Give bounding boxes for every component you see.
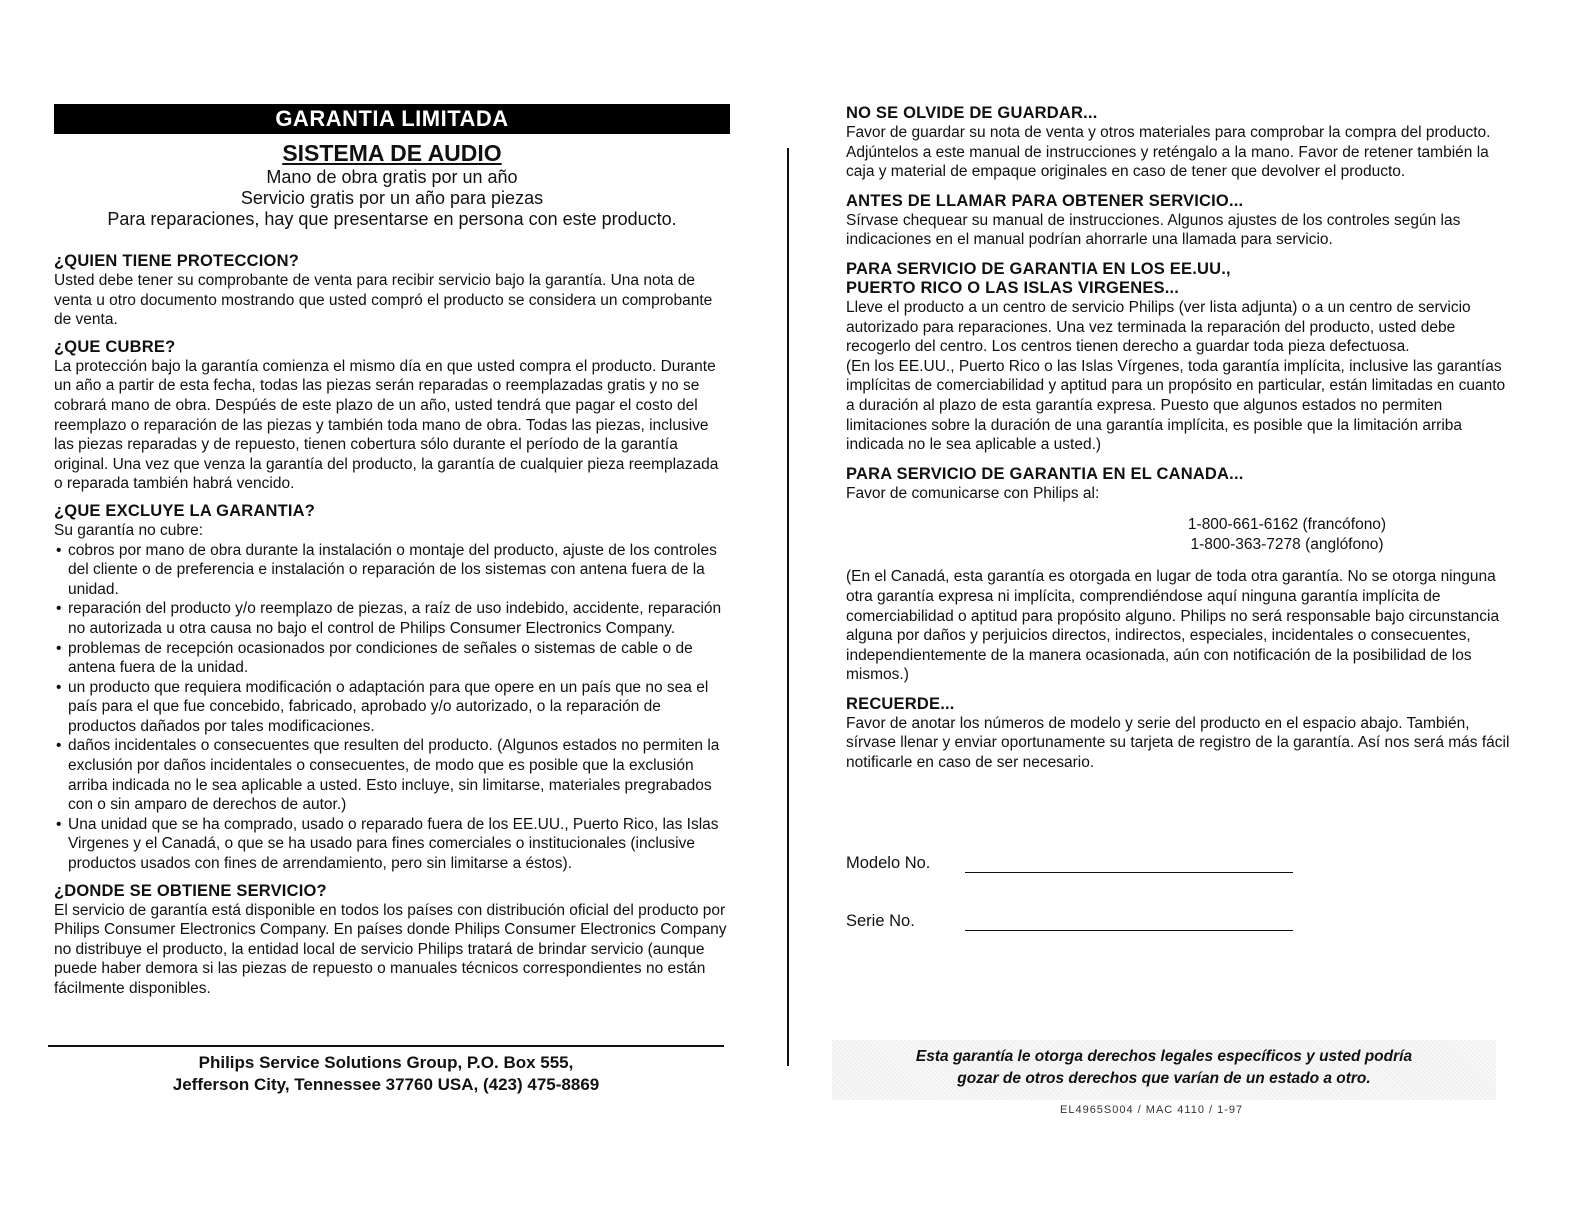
section-body: Favor de guardar su nota de venta y otros materiales para comprobar la compra del producto. Adjúntelos a este manual de instrucciones y reténgalo a la mano. Favor de retener también la caja y material de empaque originales en caso de tener que devolver el producto. — [846, 124, 1491, 181]
address-line: Jefferson City, Tennessee 37760 USA, (423) 475-8869 — [172, 1075, 600, 1094]
warranty-banner: GARANTIA LIMITADA — [54, 104, 730, 134]
section-lead: Favor de comunicarse con Philips al: — [846, 484, 1100, 502]
section-body: Favor de anotar los números de modelo y serie del producto en el espacio abajo. También, sírvase llenar y enviar oportunamente su tarjeta de registro de la garantía. Así nos será más fácil notificarle en caso de ser necesario. — [846, 714, 1510, 772]
section-title: PUERTO RICO O LAS ISLAS VIRGENES... — [846, 278, 1180, 297]
section-title: RECUERDE... — [846, 694, 955, 713]
intro-line: Para reparaciones, hay que presentarse en persona con este producto. — [107, 209, 677, 229]
section-title: ¿QUE CUBRE? — [54, 337, 176, 356]
serial-number-label: Serie No. — [846, 912, 915, 930]
section-title: ¿QUE EXCLUYE LA GARANTIA? — [54, 501, 316, 520]
section-who-protected — [54, 252, 730, 330]
notice-line: gozar de otros derechos que varían de un estado a otro. — [957, 1070, 1371, 1087]
column-divider — [787, 148, 789, 1066]
section-canada-service — [846, 465, 1518, 685]
left-column — [54, 104, 730, 999]
model-number-label: Modelo No. — [846, 854, 931, 872]
section-keep — [846, 104, 1518, 182]
phone-french: 1-800-661-6162 (francófono) — [1187, 516, 1387, 534]
list-item: • un producto que requiera modificación o adaptación para que opere en un país que no sea el país para el que fue concebido, fabricado, aprobado y/o autorizado, o la reparación de productos dañados por tales modificaciones. — [54, 678, 730, 737]
phone-numbers — [1056, 515, 1518, 555]
list-item: • reparación del producto y/o reemplazo de piezas, a raíz de uso indebido, accidente, reparación no autorizada u otra causa no bajo el control de Philips Consumer Electronics Company. — [54, 599, 730, 638]
list-item: • Una unidad que se ha comprado, usado o reparado fuera de los EE.UU., Puerto Rico, las Islas Virgenes y el Canadá, o que se ha usado para fines comerciales o institucionales (inclusive productos usados con fines de arrendamiento, pero sin limitarse a éstos). — [54, 815, 730, 874]
serial-number-field[interactable] — [965, 914, 1293, 931]
list-item: • cobros por mano de obra durante la instalación o montaje del producto, ajuste de los controles del cliente o de preferencia e instalación o reparación de los sistemas con antena fuera de la unidad. — [54, 541, 730, 600]
address-line: Philips Service Solutions Group, P.O. Box 555, — [198, 1053, 574, 1072]
serial-number-row — [846, 912, 1293, 931]
section-body: Usted debe tener su comprobante de venta para recibir servicio bajo la garantía. Una nota de venta u otro documento mostrando que usted compró el producto se considera un comprobante de venta. — [54, 272, 713, 329]
section-where-service — [54, 882, 730, 999]
intro-line: Servicio gratis por un año para piezas — [240, 188, 544, 208]
exclusion-list — [54, 541, 730, 874]
section-usa-service — [846, 260, 1518, 455]
legal-rights-notice — [832, 1040, 1496, 1100]
section-title: ¿QUIEN TIENE PROTECCION? — [54, 252, 299, 270]
service-address — [48, 1052, 724, 1096]
product-subtitle: SISTEMA DE AUDIO — [282, 140, 502, 166]
phone-english: 1-800-363-7278 (anglófono) — [1190, 536, 1384, 554]
section-title: NO SE OLVIDE DE GUARDAR... — [846, 104, 1098, 122]
section-before-calling — [846, 192, 1518, 250]
section-body: Sírvase chequear su manual de instrucciones. Algunos ajustes de los controles según las indicaciones en el manual podrían ahorrarle una llamada para servicio. — [846, 211, 1461, 249]
intro-line: Mano de obra gratis por un año — [266, 167, 518, 187]
section-body: Lleve el producto a un centro de servicio Philips (ver lista adjunta) o a un centro de servicio autorizado para reparaciones. Una vez terminada la reparación del producto, usted debe recogerlo del centro. Los centros tienen derecho a guardar toda pieza defectuosa. — [846, 298, 1471, 356]
section-remember — [846, 695, 1518, 773]
section-title: ANTES DE LLAMAR PARA OBTENER SERVICIO... — [846, 191, 1244, 210]
section-body: La protección bajo la garantía comienza el mismo día en que usted compra el producto. Durante un año a partir de esta fecha, todas las piezas serán reparadas o reemplazadas gratis y no se cobrará mano de obra. Despúés de este plazo de un año, usted tendrá que pagar el costo del reemplazo o reparación de las piezas y también toda mano de obra. Todas las piezas, inclusive las piezas reparadas y de repuesto, tienen cobertura sólo durante el período de la garantía original. Una vez que venza la garantía del producto, la garantía de cualquier pieza reemplazada o reparada también habrá vencido. — [54, 357, 719, 493]
model-number-row — [846, 854, 1293, 873]
section-coverage — [54, 338, 730, 494]
right-column — [846, 104, 1518, 930]
section-title: PARA SERVICIO DE GARANTIA EN LOS EE.UU., — [846, 259, 1231, 278]
section-exclusions — [54, 502, 730, 874]
model-number-field[interactable] — [965, 856, 1293, 873]
document-code: EL4965S004 / MAC 4110 / 1-97 — [1060, 1104, 1244, 1113]
bottom-divider — [48, 1045, 724, 1047]
section-lead: Su garantía no cubre: — [54, 521, 204, 539]
list-item: • problemas de recepción ocasionados por condiciones de señales o sistemas de cable o de antena fuera de la unidad. — [54, 639, 730, 678]
list-item: • daños incidentales o consecuentes que resulten del producto. (Algunos estados no permiten la exclusión por daños incidentales o consecuentes, de modo que es posible que la exclusión arriba indicada no le sea aplicable a usted. Esto incluye, sin limitarse, materiales pregrabados con o sin amparo de derechos de autor.) — [54, 736, 730, 814]
notice-line: Esta garantía le otorga derechos legales específicos y usted podría — [915, 1048, 1413, 1065]
section-body: (En los EE.UU., Puerto Rico o las Islas Vírgenes, toda garantía implícita, inclusive las garantías implícitas de comerciabilidad y aptitud para un propósito en particular, están limitadas en cuanto a duración al plazo de esta garantía expresa. Puesto que algunos estados no permiten limitaciones sobre la duración de una garantía implícita, es posible que la limitación arriba indicada no le sea aplicable a usted.) — [846, 357, 1506, 454]
section-body: (En el Canadá, esta garantía es otorgada en lugar de toda otra garantía. No se otorga ninguna otra garantía expresa ni implícita, comprendiéndose aquí ninguna garantía implícita de comerciabilidad o aptitud para propósito alguno. Philips no será responsable bajo circunstancia alguna por daños y perjuicios directos, indirectos, especiales, incidentales o consecuentes, independientemente de la manera ocasionada, aún con notificación de la posibilidad de los mismos.) — [846, 568, 1500, 684]
section-body: El servicio de garantía está disponible en todos los países con distribución oficial del producto por Philips Consumer Electronics Company. En países donde Philips Consumer Electronics Company no distribuye el producto, la entidad local de servicio Philips tratará de brindar servicio (aunque puede haber demora si las piezas de repuesto o manuales técnicos correspondientes no están fácilmente disponibles. — [54, 901, 727, 997]
section-title: PARA SERVICIO DE GARANTIA EN EL CANADA... — [846, 464, 1244, 483]
section-title: ¿DONDE SE OBTIENE SERVICIO? — [54, 881, 327, 900]
